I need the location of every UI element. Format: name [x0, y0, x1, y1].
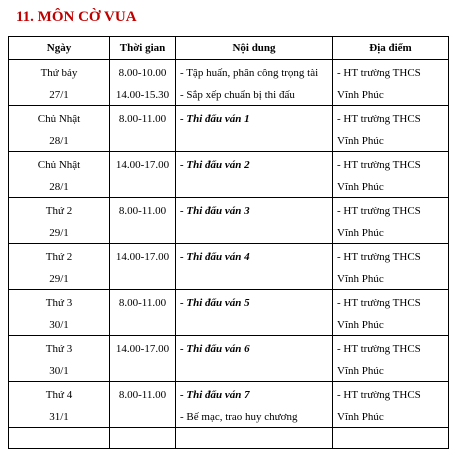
location-cell [333, 290, 449, 336]
content-cell [176, 106, 333, 152]
date-cell-line: 30/1 [49, 365, 69, 377]
content-cell [176, 152, 333, 198]
time-cell-line: 8.00-11.00 [118, 205, 167, 217]
time-cell-line: 8.00-11.00 [118, 389, 167, 401]
content-cell [176, 290, 333, 336]
location-cell [333, 244, 449, 290]
location-cell-line: Vĩnh Phúc [337, 411, 384, 423]
content-cell-line: - Thi đấu ván 1 [180, 113, 250, 125]
time-cell [110, 244, 176, 290]
table-header-row [9, 37, 449, 60]
empty-cell [176, 428, 333, 449]
location-cell-line: - HT trường THCS [337, 67, 421, 79]
content-cell [176, 60, 333, 106]
date-cell [9, 198, 110, 244]
location-cell-line: Vĩnh Phúc [337, 89, 384, 101]
time-cell-line: 8.00-10.00 [118, 67, 167, 79]
date-cell [9, 382, 110, 428]
time-cell-line: 14.00-17.00 [115, 159, 170, 171]
content-cell-line: - Sắp xếp chuẩn bị thi đấu [180, 89, 295, 101]
date-cell [9, 244, 110, 290]
date-cell [9, 290, 110, 336]
location-cell-line: - HT trường THCS [337, 113, 421, 125]
table-row [9, 244, 449, 290]
table-row [9, 106, 449, 152]
time-cell [110, 152, 176, 198]
time-cell-line: 14.00-17.00 [115, 343, 170, 355]
time-cell [110, 198, 176, 244]
time-cell [110, 60, 176, 106]
column-header-time: Thời gian [110, 37, 176, 60]
location-cell-line: Vĩnh Phúc [337, 365, 384, 377]
date-cell-line: 31/1 [49, 411, 69, 423]
location-cell-line: Vĩnh Phúc [337, 135, 384, 147]
schedule-table [8, 36, 449, 449]
location-cell-line: - HT trường THCS [337, 343, 421, 355]
empty-cell [9, 428, 110, 449]
date-cell-line: Thứ 3 [45, 343, 73, 355]
table-row [9, 198, 449, 244]
location-cell-line: - HT trường THCS [337, 297, 421, 309]
location-cell-line: - HT trường THCS [337, 159, 421, 171]
date-cell-line: 28/1 [49, 181, 69, 193]
table-row [9, 152, 449, 198]
content-cell-line: - Tập huấn, phân công trọng tài [180, 67, 319, 79]
date-cell [9, 60, 110, 106]
location-cell-line: Vĩnh Phúc [337, 181, 384, 193]
date-cell-line: 29/1 [49, 227, 69, 239]
location-cell [333, 382, 449, 428]
date-cell [9, 106, 110, 152]
content-cell-line: - Thi đấu ván 2 [180, 159, 250, 171]
time-cell-line: 14.00-15.30 [115, 89, 170, 101]
date-cell [9, 336, 110, 382]
column-header-date: Ngày [9, 37, 110, 60]
table-row [9, 290, 449, 336]
location-cell [333, 336, 449, 382]
location-cell-line: Vĩnh Phúc [337, 319, 384, 331]
table-body [9, 60, 449, 449]
time-cell-line: 8.00-11.00 [118, 113, 167, 125]
time-cell [110, 336, 176, 382]
date-cell-line: Thứ 4 [45, 389, 73, 401]
location-cell-line: Vĩnh Phúc [337, 227, 384, 239]
date-cell-line: Chủ Nhật [37, 113, 81, 125]
content-cell-line: - Thi đấu ván 5 [180, 297, 250, 309]
date-cell-line: 28/1 [49, 135, 69, 147]
time-cell-line: 14.00-17.00 [115, 251, 170, 263]
date-cell-line: Thứ 2 [45, 205, 73, 217]
location-cell [333, 198, 449, 244]
content-cell-line: - Thi đấu ván 4 [180, 251, 250, 263]
location-cell [333, 60, 449, 106]
content-cell [176, 382, 333, 428]
time-cell [110, 106, 176, 152]
date-cell-line: 27/1 [49, 89, 69, 101]
location-cell-line: Vĩnh Phúc [337, 273, 384, 285]
location-cell-line: - HT trường THCS [337, 389, 421, 401]
section-title: 11. MÔN CỜ VUA [16, 9, 137, 25]
time-cell [110, 382, 176, 428]
location-cell-line: - HT trường THCS [337, 251, 421, 263]
table-row [9, 382, 449, 428]
date-cell-line: 29/1 [49, 273, 69, 285]
content-cell [176, 244, 333, 290]
time-cell-line: 8.00-11.00 [118, 297, 167, 309]
column-header-content: Nội dung [176, 37, 333, 60]
location-cell [333, 106, 449, 152]
empty-cell [110, 428, 176, 449]
date-cell-line: Thứ bảy [40, 67, 78, 79]
content-cell-line: - Thi đấu ván 7 [180, 389, 250, 401]
location-cell-line: - HT trường THCS [337, 205, 421, 217]
content-cell-line: - Bế mạc, trao huy chương [180, 411, 298, 423]
time-cell [110, 290, 176, 336]
empty-cell [333, 428, 449, 449]
date-cell [9, 152, 110, 198]
content-cell [176, 198, 333, 244]
date-cell-line: Thứ 2 [45, 251, 73, 263]
content-cell [176, 336, 333, 382]
table-row [9, 336, 449, 382]
empty-table-row [9, 428, 449, 449]
date-cell-line: Thứ 3 [45, 297, 73, 309]
date-cell-line: 30/1 [49, 319, 69, 331]
date-cell-line: Chủ Nhật [37, 159, 81, 171]
column-header-location: Địa điểm [333, 37, 449, 60]
table-row [9, 60, 449, 106]
location-cell [333, 152, 449, 198]
content-cell-line: - Thi đấu ván 3 [180, 205, 250, 217]
content-cell-line: - Thi đấu ván 6 [180, 343, 250, 355]
